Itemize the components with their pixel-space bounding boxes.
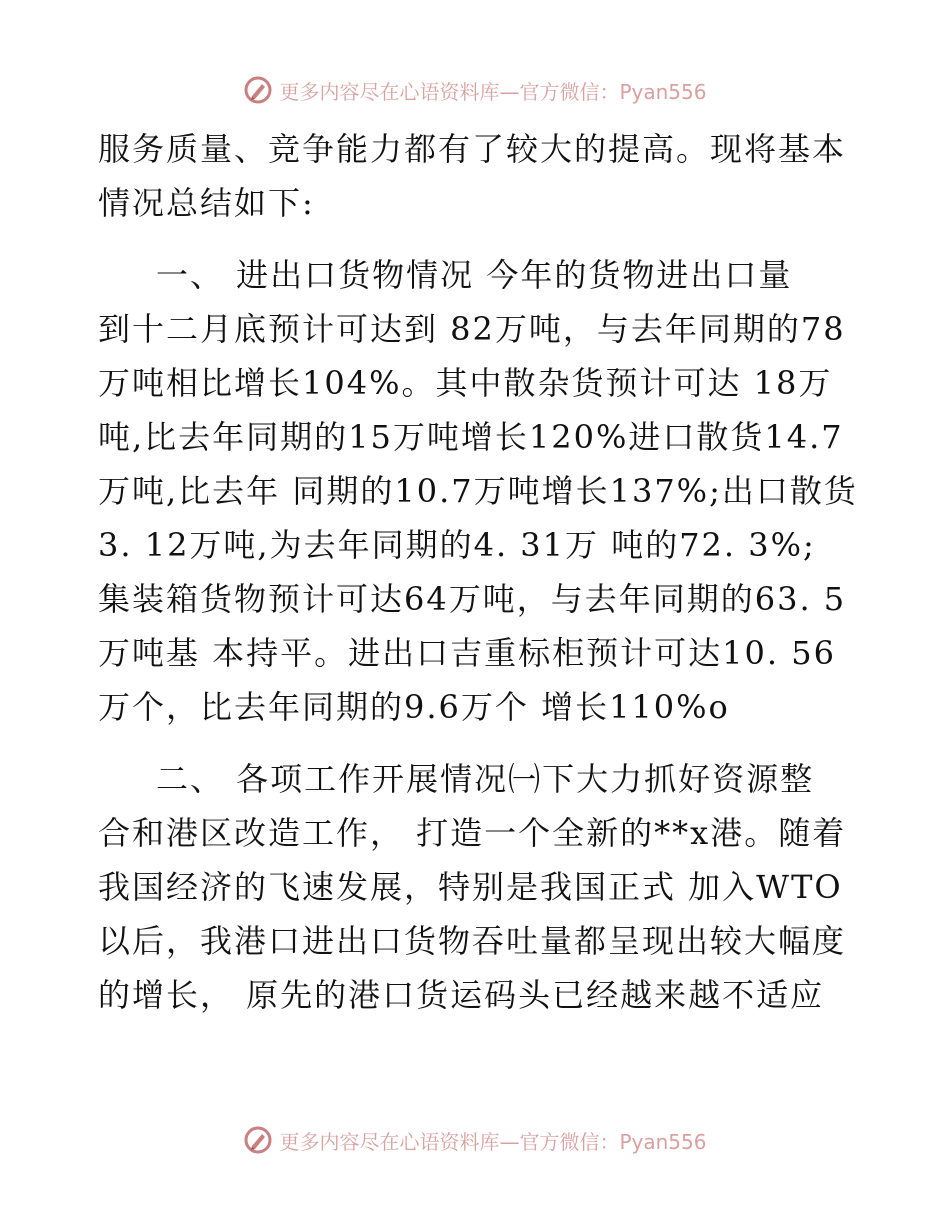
text-line: 万个，比去年同期的9.6万个 增长110%o xyxy=(98,688,730,726)
paragraph-section-two xyxy=(98,752,858,1022)
text-line: 服务质量、竞争能力都有了较大的提高。现将基本 xyxy=(98,130,847,168)
text-line: 到十二月底预计可达到 82万吨，与去年同期的78 xyxy=(98,310,846,348)
text-line: 的增长， 原先的港口货运码头已经越来越不适应 xyxy=(98,976,825,1014)
header-watermark-text: 更多内容尽在心语资料库—官方微信：Pyan556 xyxy=(279,79,707,104)
text-line: 3. 12万吨,为去年同期的4. 31万 吨的72. 3%; xyxy=(98,526,816,564)
footer-watermark xyxy=(0,1122,950,1158)
text-line: 集装箱货物预计可达64万吨，与去年同期的63. 5 xyxy=(98,580,847,618)
text-line: 以后，我港口进出口货物吞吐量都呈现出较大幅度 xyxy=(98,922,847,960)
text-line: 吨,比去年同期的15万吨增长120%进口散货14.7 xyxy=(98,418,844,456)
text-line: 一、 进出口货物情况 今年的货物进出口量 xyxy=(156,256,793,294)
header-watermark xyxy=(0,72,950,108)
pen-logo-icon xyxy=(243,1125,273,1155)
text-line: 二、 各项工作开展情况㈠下大力抓好资源整 xyxy=(156,760,815,798)
text-line: 我国经济的飞速发展，特别是我国正式 加入WTO xyxy=(98,868,843,906)
paragraph-section-one xyxy=(98,248,858,734)
paragraph-intro xyxy=(98,122,858,230)
text-line: 合和港区改造工作， 打造一个全新的**x港。随着 xyxy=(98,814,847,852)
text-line: 万吨,比去年 同期的10.7万吨增长137%;出口散货 xyxy=(98,472,858,510)
text-line: 情况总结如下: xyxy=(98,184,315,222)
footer-watermark-text: 更多内容尽在心语资料库—官方微信：Pyan556 xyxy=(279,1129,707,1154)
text-line: 万吨基 本持平。进出口吉重标柜预计可达10. 56 xyxy=(98,634,836,672)
pen-logo-icon xyxy=(243,75,273,105)
text-line: 万吨相比增长104%。其中散杂货预计可达 18万 xyxy=(98,364,833,402)
document-body xyxy=(98,122,858,1022)
